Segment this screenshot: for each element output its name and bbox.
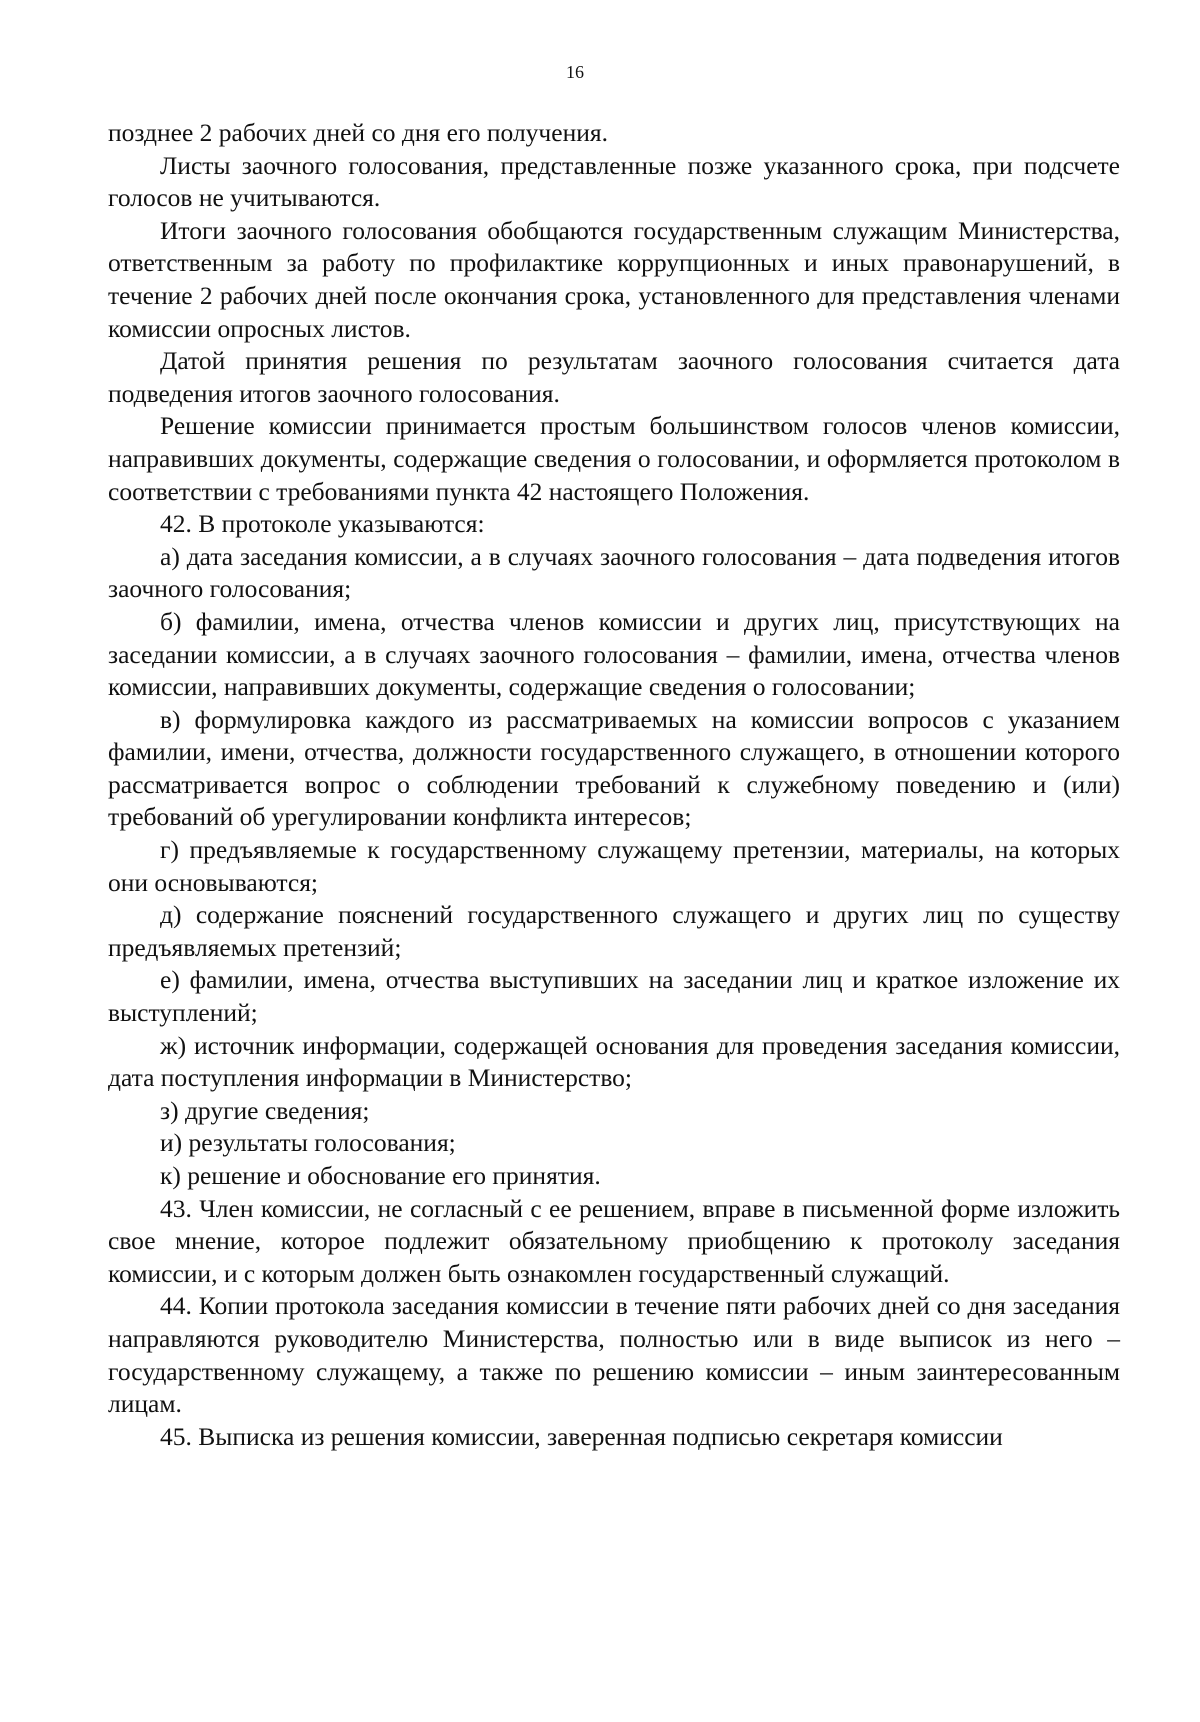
list-item-z: з) другие сведения; xyxy=(160,1095,370,1125)
list-item-b: б) фамилии, имена, отчества членов комиссии и других лиц, присутствующих на заседании комиссии, а в случаях заочного голосования – фамилии, имена, отчества членов комиссии, направивших документы, содержащие сведения о голосовании; xyxy=(108,606,1120,702)
document-body xyxy=(108,117,1120,1453)
list-item-d: д) содержание пояснений государственного служащего и других лиц по существу предъявляемых претензий; xyxy=(108,900,1120,962)
page-number: 16 xyxy=(566,62,584,82)
list-item-a: а) дата заседания комиссии, а в случаях заочного голосования – дата подведения итогов заочного голосования; xyxy=(108,541,1120,604)
list-item-k: к) решение и обоснование его принятия. xyxy=(160,1161,601,1190)
list-item-v: в) формулировка каждого из рассматриваемых на комиссии вопросов с указанием фамилии, имени, отчества, должности государственного служащего, в отношении которого рассматривается вопрос о соблюдении требований к служебному поведению и (или) требований об урегулировании конфликта интересов; xyxy=(108,704,1120,832)
paragraph-item-44: 44. Копии протокола заседания комиссии в течение пяти рабочих дней со дня заседания направляются руководителю Министерства, полностью или в виде выписок из него – государственному служащему, а также по решению комиссии – иным заинтересованным лицам. xyxy=(108,1291,1120,1419)
list-item-g: г) предъявляемые к государственному служащему претензии, материалы, на которых они основываются; xyxy=(108,835,1120,897)
list-item-i: и) результаты голосования; xyxy=(160,1128,456,1158)
paragraph-continuation: позднее 2 рабочих дней со дня его получения. xyxy=(108,118,608,147)
paragraph-item-42: 42. В протоколе указываются: xyxy=(160,509,485,539)
list-item-zh: ж) источник информации, содержащей основания для проведения заседания комиссии, дата поступления информации в Министерство; xyxy=(108,1030,1120,1093)
paragraph-majority-decision: Решение комиссии принимается простым большинством голосов членов комиссии, направивших документы, содержащие сведения о голосовании, и оформляется протоколом в соответствии с требованиями пункта 42 настоящего Положения. xyxy=(108,411,1120,506)
list-item-e: е) фамилии, имена, отчества выступивших на заседании лиц и краткое изложение их выступлений; xyxy=(108,965,1120,1028)
paragraph-vote-summary: Итоги заочного голосования обобщаются государственным служащим Министерства, ответственным за работу по профилактике коррупционных и иных правонарушений, в течение 2 рабочих дней после окончания срока, установленного для представления членами комиссии опросных листов. xyxy=(108,215,1120,343)
paragraph-decision-date: Датой принятия решения по результатам заочного голосования считается дата подведения итогов заочного голосования. xyxy=(108,346,1120,408)
paragraph-item-43: 43. Член комиссии, не согласный с ее решением, вправе в письменной форме изложить свое мнение, которое подлежит обязательному приобщению к протоколу заседания комиссии, и с которым должен быть ознакомлен государственный служащий. xyxy=(108,1193,1120,1288)
paragraph-late-ballots: Листы заочного голосования, представленные позже указанного срока, при подсчете голосов не учитываются. xyxy=(108,150,1120,213)
paragraph-item-45: 45. Выписка из решения комиссии, заверенная подписью секретаря комиссии xyxy=(160,1421,1003,1451)
